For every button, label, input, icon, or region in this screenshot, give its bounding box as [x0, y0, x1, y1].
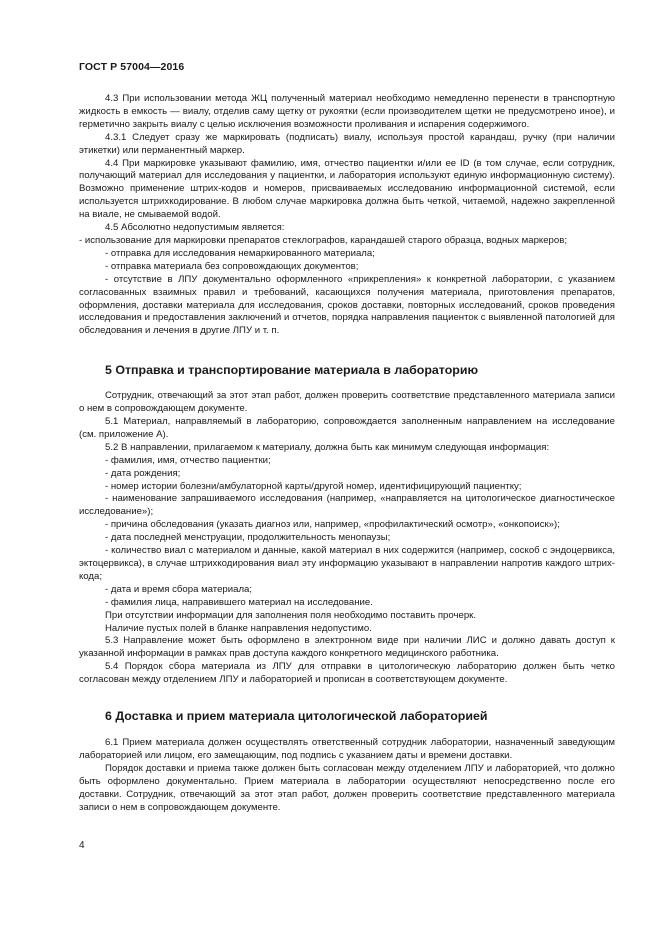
paragraph-5-4: 5.4 Порядок сбора материала из ЛПУ для отправки в цитологическую лабораторию должен быть четко согласован между отделением ЛПУ и лабораторией и прописан в соответствующем документе.	[79, 661, 615, 686]
list-item: - номер истории болезни/амбулаторной карты/другой номер, идентифицирующий пациентку;	[105, 480, 522, 492]
paragraph-5-3: 5.3 Направление может быть оформлено в электронном виде при наличии ЛИС и должно давать доступ к указанной информации в рамках прав доступа каждого конкретного медицинского работника.	[79, 635, 615, 660]
standard-header: ГОСТ Р 57004—2016	[79, 61, 185, 73]
page-number: 4	[79, 840, 85, 851]
document-body	[79, 93, 615, 815]
spacer	[79, 724, 615, 737]
section-5-heading: 5 Отправка и транспортирование материала в лабораторию	[105, 363, 479, 378]
paragraph-6-1: 6.1 Прием материала должен осуществлять ответственный сотрудник лаборатории, назначенный заведующим лабораторией или лицом, его замещающим, под подпись с указанием даты и времени доставки.	[79, 737, 615, 761]
spacer	[79, 378, 615, 390]
section-5-intro: Сотрудник, отвечающий за этот этап работ, должен проверить соответствие представленного материала записи о нем в сопровождающем документе.	[79, 390, 615, 415]
list-item: - наименование запрашиваемого исследования (например, «направляется на цитологическое диагностическое исследование»);	[79, 493, 615, 518]
list-item: - дата и время сбора материала;	[105, 583, 253, 595]
list-item: - отсутствие в ЛПУ документально оформленного «прикрепления» к конкретной лаборатории, с указанием согласованных взаимных правил и требований, касающихся получения материала, приготовления препаратов, оформления, доставки материала для исследования, сроков доставки, повторных исследований, сроков проведения исследования и предоставления заключений и отчетов, порядка направления пациенток с выявленной патологией для обследования и лечения в другие ЛПУ и т. п.	[79, 273, 615, 337]
paragraph-missing-info: При отсутствии информации для заполнения поля необходимо поставить прочерк.	[105, 609, 477, 621]
paragraph-4-4: 4.4 При маркировке указывают фамилию, имя, отчество пациентки и/или ее ID (в том случае, если сотрудник, получающий материал для исследования у пациентки, и лаборатория используют единую информационную систему). Возможно применение штрих-кодов и номеров, присваиваемых исследованию информационной системой, если используется штрихкодирование. В любом случае маркировка должна быть четкой, читаемой, надежно закрепленной на виале, не смываемой водой.	[79, 157, 615, 221]
list-item: - количество виал с материалом и данные, какой материал в них содержится (например, соскоб с эндоцервикса, эктоцервикса), в случае штрихкодирования виал эту информацию указывают в направлении напротив каждого штрих-кода;	[79, 545, 615, 582]
paragraph-empty-fields: Наличие пустых полей в бланке направления недопустимо.	[105, 622, 372, 634]
paragraph-4-3-1: 4.3.1 Следует сразу же маркировать (подписать) виалу, используя простой карандаш, ручку (при наличии этикетки) или перманентный маркер.	[79, 131, 615, 156]
list-item: - причина обследования (указать диагноз или, например, «профилактический осмотр», «онкопоиск»);	[105, 519, 560, 531]
list-item: - дата последней менструации, продолжительность менопаузы;	[105, 532, 391, 544]
list-item: - отправка для исследования немаркированного материала;	[105, 247, 375, 259]
list-item: - фамилия, имя, отчество пациентки;	[105, 454, 271, 466]
spacer	[79, 338, 615, 362]
paragraph-4-3: 4.3 При использовании метода ЖЦ полученный материал необходимо немедленно перенести в транспортную жидкость в емкость — виалу, отделив саму щетку от рукоятки (если производителем щетки не предусмотрено иное), и герметично закрыть виалу с целью исключения возможности проливания и испарения содержимого.	[79, 93, 615, 130]
paragraph-5-1: 5.1 Материал, направляемый в лабораторию, сопровождается заполненным направлением на исследование (см. приложение А).	[79, 416, 615, 440]
section-6-heading: 6 Доставка и прием материала цитологической лабораторией	[105, 709, 488, 724]
list-item: - использование для маркировки препаратов стеклографов, карандашей старого образца, водных маркеров;	[79, 234, 567, 246]
paragraph-5-2: 5.2 В направлении, прилагаемом к материалу, должна быть как минимум следующая информация:	[105, 441, 550, 453]
paragraph-6-delivery-order: Порядок доставки и приема также должен быть согласован между отделением ЛПУ и лабораторией, что должно быть оформлено документально. Прием материала в лаборатории осуществляют непосредственно после его доставки. Сотрудник, отвечающий за этот этап работ, должен проверить соответствие представленного материала записи о нем в сопровождающем документе.	[79, 762, 615, 813]
list-item: - дата рождения;	[105, 467, 181, 479]
paragraph-4-5: 4.5 Абсолютно недопустимым является:	[105, 222, 285, 234]
list-item: - отправка материала без сопровождающих документов;	[105, 260, 359, 272]
list-item: - фамилия лица, направившего материал на исследование.	[105, 596, 373, 608]
spacer	[79, 687, 615, 708]
